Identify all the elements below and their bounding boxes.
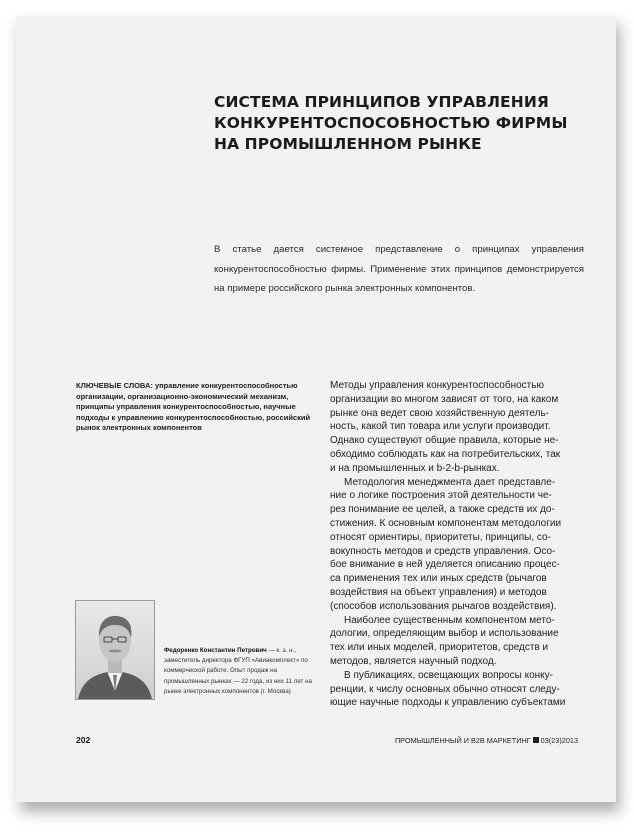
- journal-footer: [395, 736, 578, 745]
- square-bullet-icon: [533, 737, 539, 743]
- body-line: организации во многом зависят от того, на каком: [330, 393, 559, 405]
- title-line: СИСТЕМА ПРИНЦИПОВ УПРАВЛЕНИЯ: [214, 93, 549, 111]
- body-line: ющие научные подходы к управлению субъектами: [330, 697, 566, 709]
- body-line: (способов использования рычагов воздействия).: [330, 600, 557, 612]
- body-line: рынке она ведет свою хозяйственную деятель-: [330, 407, 549, 419]
- keywords: КЛЮЧЕВЫЕ СЛОВА: управление конкурентоспособностью организации, организационно-экономический механизм, принципы управления конкурентоспособностью, научные подходы к управлению конкурентоспособностью, российский рынок электронных компонентов: [76, 381, 311, 432]
- body-paragraph: [330, 669, 577, 710]
- page-number: 202: [76, 735, 91, 745]
- author-photo: [75, 600, 155, 700]
- title-line: НА ПРОМЫШЛЕННОМ РЫНКЕ: [214, 135, 482, 153]
- body-line: обходимо соблюдать как на потребительских, так: [330, 448, 561, 460]
- journal-issue: 03(23)2013: [540, 736, 578, 745]
- body-line: дологии, определяющим выбор и использование: [330, 628, 559, 640]
- body-line: ность, какой тип товара или услуги производит.: [330, 421, 551, 433]
- body-line: тех или иных моделей, приоритетов, средств и: [330, 642, 549, 654]
- body-line: стижения. К основным компонентам методологии: [330, 517, 562, 529]
- body-line: Наиболее существенным компонентом мето-: [344, 614, 555, 626]
- body-paragraph: [330, 614, 577, 669]
- body-line: Однако существуют общие правила, которые не-: [330, 435, 559, 447]
- title-line: КОНКУРЕНТОСПОСОБНОСТЬЮ ФИРМЫ: [214, 114, 568, 132]
- body-line: методов, является научный подход.: [330, 655, 497, 667]
- body-line: рез понимание ее целей, а также средств их до-: [330, 504, 555, 516]
- body-paragraph: [330, 476, 577, 614]
- body-line: бое внимание в ней уделяется описанию процес-: [330, 559, 560, 571]
- body-paragraph: [330, 379, 577, 476]
- author-bio: — к. э. н., заместитель директора ФГУП «Авиакомплект» по коммерческой работе. Опыт продаж на промышленных рынках — 22 года, из них 11 лет на рынке электронных компонентов (г. Москва): [164, 647, 312, 695]
- body-line: са применения тех или иных средств (рычагов: [330, 573, 547, 585]
- body-line: воздействия на объект управления) и методов: [330, 586, 547, 598]
- body-line: относят ориентиры, приоритеты, принципы, со-: [330, 531, 551, 543]
- author-name: Федоренко Константин Петрович: [164, 647, 267, 654]
- body-line: и на промышленных и b-2-b-рынках.: [330, 462, 500, 474]
- body-line: Методология менеджмента дает представле-: [344, 476, 556, 488]
- journal-name: ПРОМЫШЛЕННЫЙ И B2B МАРКЕТИНГ: [394, 736, 531, 745]
- body-line: вокупность методов и средств управления. Осо-: [330, 545, 556, 557]
- article-title: [214, 92, 594, 155]
- article-body: [330, 379, 577, 710]
- body-line: ренции, к числу основных обычно относят следу-: [330, 683, 560, 695]
- body-line: В публикациях, освещающих вопросы конку-: [344, 669, 553, 681]
- article-abstract: В статье дается системное представление о принципах управления конкурентоспособностью фирмы. Применение этих принципов демонстрируется на примере российского рынка электронных компонентов.: [214, 244, 584, 294]
- body-line: ние о логике построения этой деятельности че-: [330, 490, 552, 502]
- body-line: Методы управления конкурентоспособностью: [330, 380, 544, 391]
- author-info: [164, 646, 320, 697]
